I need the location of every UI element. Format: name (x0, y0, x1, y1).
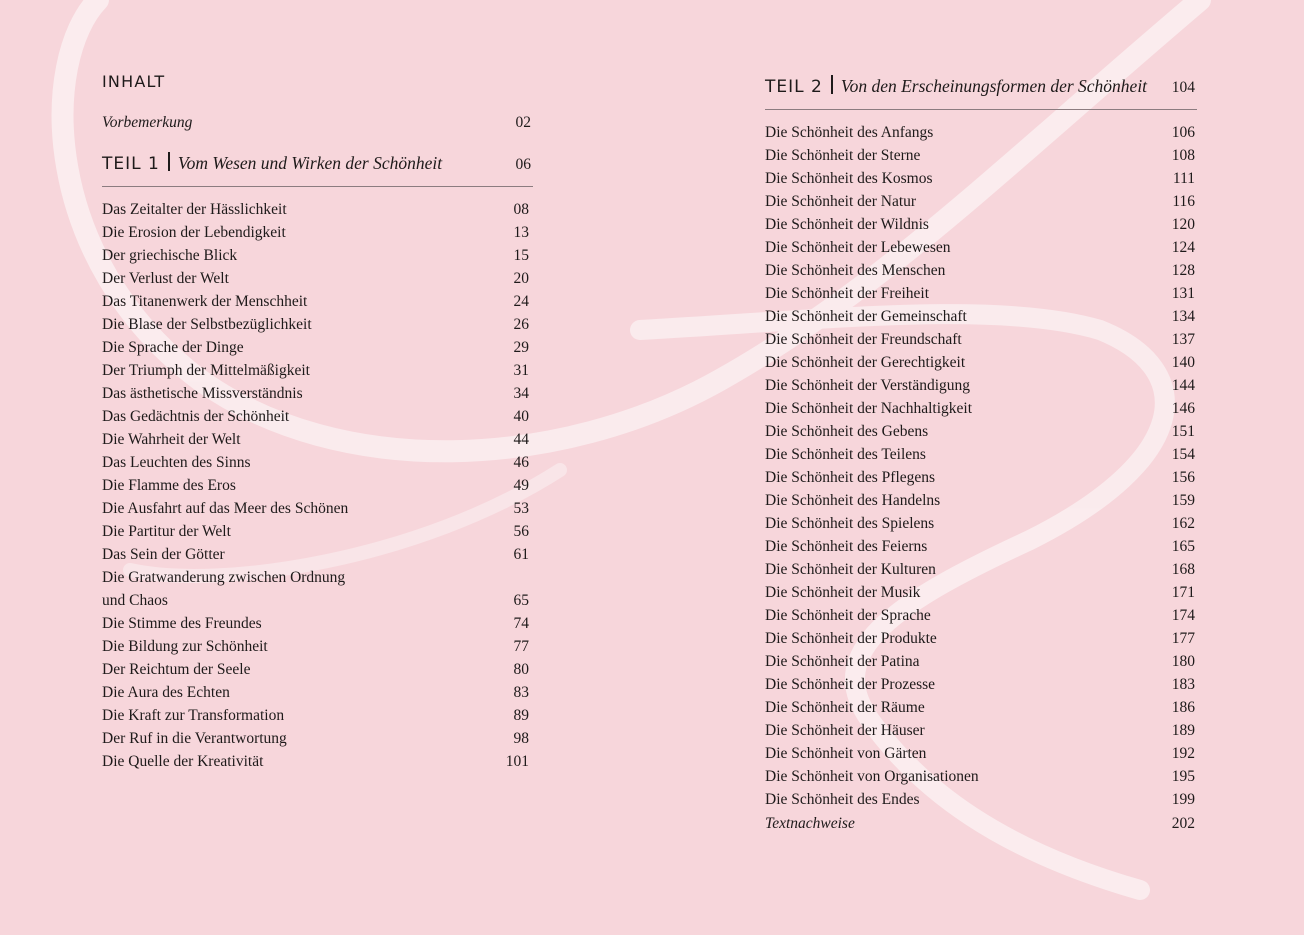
toc-entry-title: Die Schönheit des Menschen (765, 262, 946, 279)
part-1-divider (102, 186, 533, 187)
toc-entry (765, 351, 1197, 374)
toc-entry (102, 681, 533, 704)
part-2-page: 104 (1171, 79, 1195, 96)
toc-entry-title: Der Ruf in die Verantwortung (102, 730, 287, 747)
toc-entry-page: 20 (513, 270, 529, 287)
part-2-label: TEIL 2 (765, 77, 823, 97)
toc-entry (765, 581, 1197, 604)
toc-entry-title: Der Verlust der Welt (102, 270, 229, 287)
toc-entry (765, 558, 1197, 581)
toc-entry-page: 137 (1171, 331, 1195, 348)
toc-entry-page: 151 (1171, 423, 1195, 440)
toc-entry-page: 183 (1171, 676, 1195, 693)
toc-entry-title: Die Schönheit von Gärten (765, 745, 927, 762)
toc-entry (102, 336, 533, 359)
toc-entry-title: Die Schönheit des Spielens (765, 515, 935, 532)
toc-entry (102, 359, 533, 382)
toc-entry-title: Die Ausfahrt auf das Meer des Schönen (102, 500, 349, 517)
part-2-separator (831, 75, 833, 94)
toc-sources-row (765, 812, 1197, 835)
toc-entry (765, 673, 1197, 696)
toc-entry-title: Die Schönheit der Räume (765, 699, 925, 716)
toc-entry-page: 77 (513, 638, 529, 655)
toc-entry-page: 116 (1172, 193, 1195, 210)
toc-entry (102, 428, 533, 451)
toc-entry-title: Die Gratwanderung zwischen Ordnung und Chaos (102, 569, 346, 609)
toc-entry (765, 788, 1197, 811)
toc-entry-page: 144 (1171, 377, 1195, 394)
part-1-title: Vom Wesen und Wirken der Schönheit (177, 153, 443, 173)
toc-entry-title: Die Schönheit des Kosmos (765, 170, 933, 187)
toc-entry (102, 382, 533, 405)
toc-entry (765, 604, 1197, 627)
toc-entry-title: Das Leuchten des Sinns (102, 454, 251, 471)
toc-entry-page: 146 (1171, 400, 1195, 417)
toc-entry-page: 128 (1171, 262, 1195, 279)
toc-entry-title: Die Schönheit der Gemeinschaft (765, 308, 967, 325)
part-1-entry-list (102, 198, 533, 773)
toc-entry-title: Die Schönheit des Feierns (765, 538, 928, 555)
toc-entry-title: Die Flamme des Eros (102, 477, 236, 494)
toc-entry-title: Die Schönheit von Organisationen (765, 768, 979, 785)
toc-entry-page: 156 (1171, 469, 1195, 486)
toc-entry-page: 124 (1171, 239, 1195, 256)
toc-entry-page: 186 (1171, 699, 1195, 716)
toc-entry (765, 719, 1197, 742)
toc-entry-page: 15 (513, 247, 529, 264)
toc-entry-page: 13 (513, 224, 529, 241)
toc-entry (765, 489, 1197, 512)
toc-entry-page: 74 (513, 615, 529, 632)
toc-entry-title: Die Schönheit der Sprache (765, 607, 931, 624)
toc-entry-title: Die Schönheit des Handelns (765, 492, 941, 509)
toc-entry (765, 167, 1197, 190)
toc-entry (102, 566, 533, 612)
toc-entry (765, 374, 1197, 397)
toc-entry-title: Die Kraft zur Transformation (102, 707, 285, 724)
toc-entry-page: 98 (513, 730, 529, 747)
toc-entry-page: 168 (1171, 561, 1195, 578)
toc-entry-page: 49 (513, 477, 529, 494)
toc-entry-title: Die Schönheit der Lebewesen (765, 239, 951, 256)
toc-entry-page: 165 (1171, 538, 1195, 555)
toc-entry (765, 190, 1197, 213)
part-1-heading (102, 150, 533, 176)
toc-entry-title: Die Wahrheit der Welt (102, 431, 241, 448)
toc-entry (102, 520, 533, 543)
toc-entry-page: 29 (513, 339, 529, 356)
toc-entry-title: Das Sein der Götter (102, 546, 225, 563)
toc-entry-title: Die Schönheit des Teilens (765, 446, 926, 463)
toc-entry-page: 199 (1171, 791, 1195, 808)
toc-entry-title: Die Schönheit der Produkte (765, 630, 937, 647)
part-1-label: TEIL 1 (102, 154, 160, 174)
part-1-page: 06 (515, 156, 531, 173)
toc-entry-page: 159 (1171, 492, 1195, 509)
toc-entry-page: 180 (1171, 653, 1195, 670)
toc-entry (765, 512, 1197, 535)
toc-entry (765, 765, 1197, 788)
part-2-heading (765, 73, 1197, 99)
toc-entry (765, 213, 1197, 236)
toc-entry-page: 177 (1171, 630, 1195, 647)
toc-heading: INHALT (102, 72, 166, 91)
toc-entry (765, 627, 1197, 650)
toc-entry-title: Der griechische Blick (102, 247, 238, 264)
toc-entry (765, 282, 1197, 305)
toc-entry (102, 451, 533, 474)
toc-entry-page: 61 (513, 546, 529, 563)
toc-entry-page: 08 (513, 201, 529, 218)
toc-entry-title: Die Stimme des Freundes (102, 615, 262, 632)
toc-entry-title: Die Schönheit der Freiheit (765, 285, 929, 302)
toc-entry-title: Die Quelle der Kreativität (102, 753, 264, 770)
toc-entry (102, 704, 533, 727)
toc-entry-title: Die Sprache der Dinge (102, 339, 244, 356)
toc-entry-title: Das Titanenwerk der Menschheit (102, 293, 308, 310)
toc-entry-title: Die Schönheit der Natur (765, 193, 917, 210)
toc-entry-page: 140 (1171, 354, 1195, 371)
toc-entry-title: Der Triumph der Mittelmäßigkeit (102, 362, 310, 379)
toc-entry (765, 144, 1197, 167)
toc-entry-title: Die Bildung zur Schönheit (102, 638, 268, 655)
toc-entry-title: Die Schönheit der Nachhaltigkeit (765, 400, 973, 417)
toc-entry-page: 44 (513, 431, 529, 448)
toc-entry-page: 40 (513, 408, 529, 425)
toc-entry (102, 405, 533, 428)
toc-entry-page: 108 (1171, 147, 1195, 164)
toc-entry-title: Der Reichtum der Seele (102, 661, 251, 678)
toc-entry-page: 83 (513, 684, 529, 701)
toc-entry-page: 189 (1171, 722, 1195, 739)
toc-entry (102, 612, 533, 635)
part-2-title: Von den Erscheinungsformen der Schönheit (840, 76, 1148, 96)
toc-entry (765, 259, 1197, 282)
toc-entry (765, 397, 1197, 420)
toc-entry-title: Das Gedächtnis der Schönheit (102, 408, 290, 425)
toc-entry-page: 80 (513, 661, 529, 678)
toc-entry-page: 111 (1172, 170, 1195, 187)
toc-entry-page: 46 (513, 454, 529, 471)
toc-entry (765, 650, 1197, 673)
toc-preface-row (102, 111, 533, 134)
toc-entry (765, 535, 1197, 558)
toc-entry (765, 742, 1197, 765)
toc-entry-title: Die Schönheit der Verständigung (765, 377, 971, 394)
part-2-divider (765, 109, 1197, 110)
toc-entry-title: Die Partitur der Welt (102, 523, 231, 540)
toc-entry-page: 131 (1171, 285, 1195, 302)
toc-entry (102, 198, 533, 221)
toc-entry-title: Die Schönheit des Gebens (765, 423, 929, 440)
toc-entry-page: 31 (513, 362, 529, 379)
toc-entry (102, 290, 533, 313)
part-2-entry-list (765, 121, 1197, 811)
toc-entry (102, 727, 533, 750)
toc-entry-title: Die Schönheit des Endes (765, 791, 920, 808)
toc-entry (765, 328, 1197, 351)
toc-entry (102, 474, 533, 497)
toc-entry-page: 53 (513, 500, 529, 517)
toc-entry-title: Die Schönheit der Wildnis (765, 216, 929, 233)
toc-entry-page: 174 (1171, 607, 1195, 624)
toc-entry (102, 221, 533, 244)
toc-entry (765, 305, 1197, 328)
toc-entry (765, 696, 1197, 719)
toc-entry (102, 543, 533, 566)
preface-page: 02 (515, 114, 531, 131)
toc-entry-title: Das Zeitalter der Hässlichkeit (102, 201, 287, 218)
toc-entry (102, 658, 533, 681)
toc-entry-title: Die Schönheit der Freundschaft (765, 331, 962, 348)
toc-entry (765, 420, 1197, 443)
toc-entry-page: 24 (513, 293, 529, 310)
toc-entry-page: 106 (1171, 124, 1195, 141)
toc-entry-title: Das ästhetische Missverständnis (102, 385, 303, 402)
toc-entry (765, 466, 1197, 489)
preface-title: Vorbemerkung (102, 114, 193, 131)
toc-entry (102, 244, 533, 267)
toc-entry-page: 89 (513, 707, 529, 724)
toc-entry-title: Die Schönheit der Häuser (765, 722, 925, 739)
toc-entry (765, 443, 1197, 466)
toc-entry-page: 192 (1171, 745, 1195, 762)
toc-entry-title: Die Erosion der Lebendigkeit (102, 224, 286, 241)
toc-entry-page: 195 (1171, 768, 1195, 785)
toc-entry-title: Die Schönheit der Gerechtigkeit (765, 354, 966, 371)
toc-entry-page: 120 (1171, 216, 1195, 233)
toc-entry-title: Die Schönheit der Patina (765, 653, 920, 670)
toc-entry-title: Die Schönheit der Musik (765, 584, 921, 601)
toc-entry (102, 313, 533, 336)
toc-entry (765, 236, 1197, 259)
toc-entry-page: 154 (1171, 446, 1195, 463)
toc-entry-page: 162 (1171, 515, 1195, 532)
toc-entry (765, 121, 1197, 144)
toc-entry-page: 101 (505, 753, 529, 770)
toc-entry-title: Die Blase der Selbstbezüglichkeit (102, 316, 312, 333)
toc-entry-title: Die Aura des Echten (102, 684, 230, 701)
toc-entry-title: Die Schönheit der Kulturen (765, 561, 936, 578)
toc-entry (102, 497, 533, 520)
toc-entry-page: 34 (513, 385, 529, 402)
toc-entry (102, 750, 533, 773)
toc-entry-page: 65 (513, 592, 529, 609)
toc-entry-page: 171 (1171, 584, 1195, 601)
toc-entry-title: Die Schönheit des Pflegens (765, 469, 936, 486)
sources-page: 202 (1171, 815, 1195, 832)
toc-entry (102, 635, 533, 658)
toc-entry-title: Die Schönheit der Sterne (765, 147, 921, 164)
toc-entry (102, 267, 533, 290)
toc-entry-page: 26 (513, 316, 529, 333)
part-1-separator (168, 152, 170, 171)
sources-title: Textnachweise (765, 815, 855, 832)
toc-entry-title: Die Schönheit der Prozesse (765, 676, 936, 693)
toc-entry-page: 56 (513, 523, 529, 540)
toc-entry-title: Die Schönheit des Anfangs (765, 124, 934, 141)
toc-entry-page: 134 (1171, 308, 1195, 325)
